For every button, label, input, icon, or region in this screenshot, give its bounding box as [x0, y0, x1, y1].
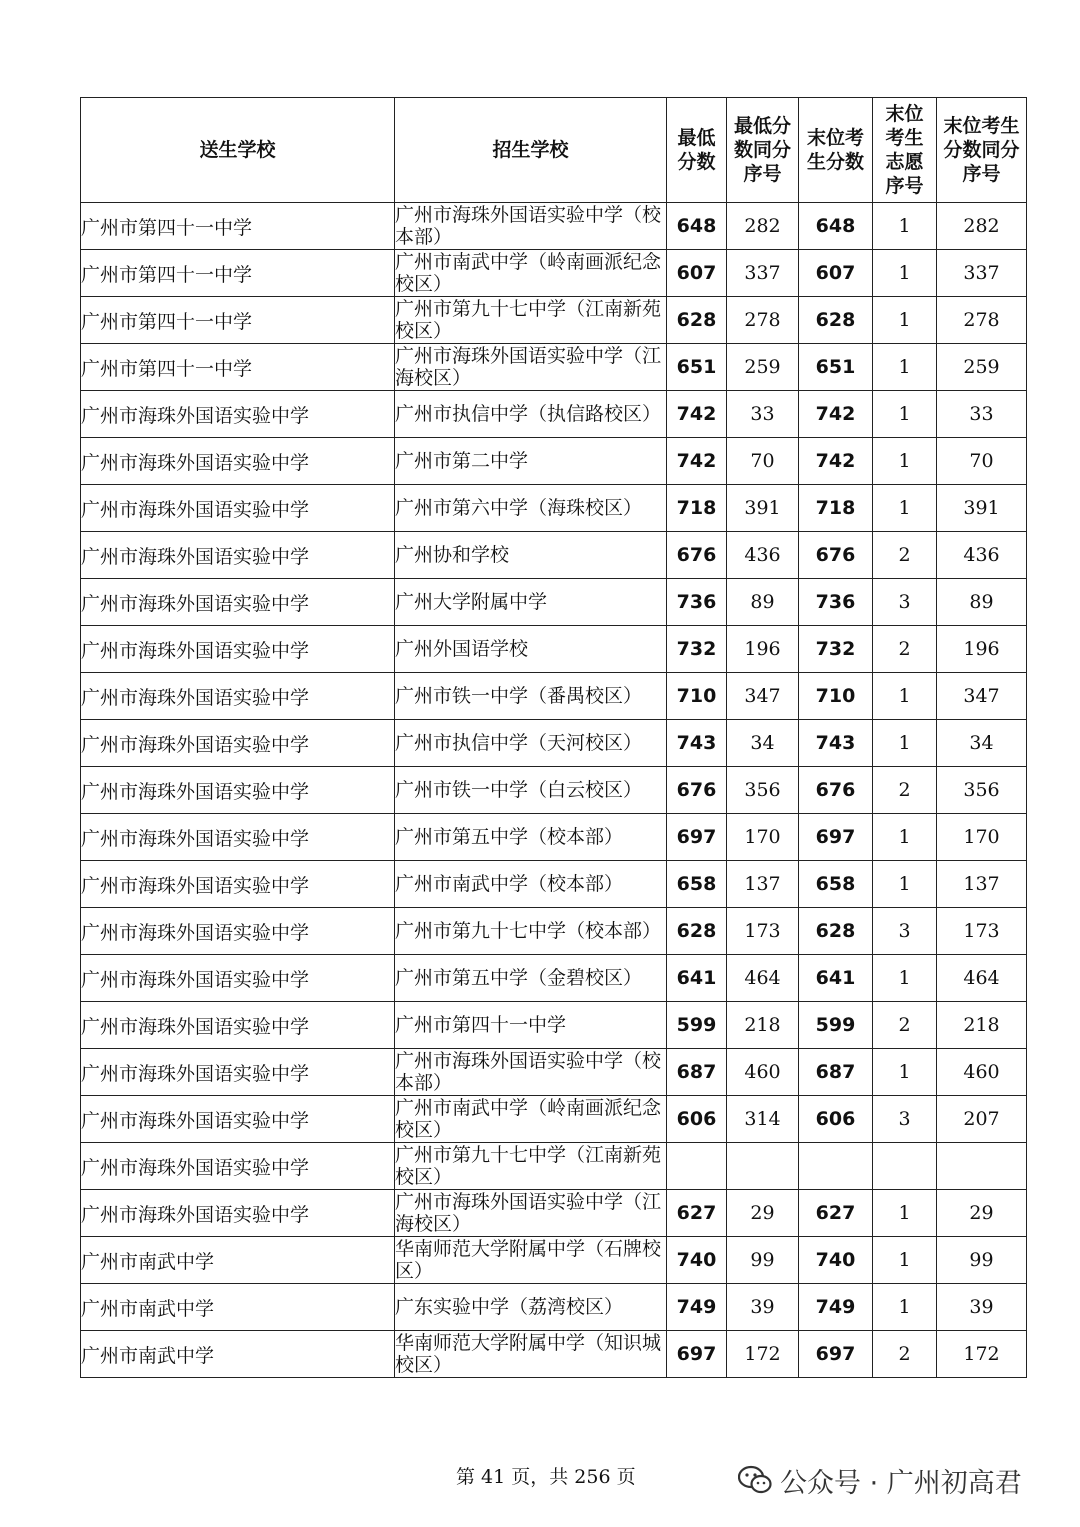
- cell-receiving-school: 广州市第六中学（海珠校区）: [395, 485, 667, 532]
- cell-receiving-school: 广州市第五中学（校本部）: [395, 814, 667, 861]
- cell-receiving-school: 广州市执信中学（天河校区）: [395, 720, 667, 767]
- cell-last-choice: 1: [873, 297, 937, 344]
- cell-min-score: 606: [667, 1096, 727, 1143]
- table-row: [81, 250, 1027, 297]
- cell-sender-school: 广州市第四十一中学: [81, 344, 395, 391]
- cell-min-score-rank: 347: [727, 673, 799, 720]
- cell-last-score: 651: [799, 344, 873, 391]
- table-row: [81, 1049, 1027, 1096]
- cell-sender-school: 广州市南武中学: [81, 1284, 395, 1331]
- cell-last-score: 676: [799, 532, 873, 579]
- cell-receiving-school: 广东实验中学（荔湾校区）: [395, 1284, 667, 1331]
- cell-last-score: 736: [799, 579, 873, 626]
- table-header-row: [81, 98, 1027, 203]
- cell-last-choice: 1: [873, 955, 937, 1002]
- cell-last-score: 606: [799, 1096, 873, 1143]
- cell-min-score: 628: [667, 297, 727, 344]
- cell-last-score: 742: [799, 391, 873, 438]
- cell-min-score-rank: 173: [727, 908, 799, 955]
- cell-last-choice: 2: [873, 626, 937, 673]
- cell-min-score: 697: [667, 814, 727, 861]
- cell-last-score-rank: 70: [937, 438, 1027, 485]
- cell-sender-school: 广州市海珠外国语实验中学: [81, 1143, 395, 1190]
- cell-last-score-rank: 464: [937, 955, 1027, 1002]
- cell-receiving-school: 广州市海珠外国语实验中学（校本部）: [395, 203, 667, 250]
- cell-min-score: 736: [667, 579, 727, 626]
- cell-last-score: 740: [799, 1237, 873, 1284]
- cell-last-choice: 2: [873, 1331, 937, 1378]
- cell-sender-school: 广州市海珠外国语实验中学: [81, 579, 395, 626]
- cell-min-score-rank: 282: [727, 203, 799, 250]
- cell-min-score-rank: 259: [727, 344, 799, 391]
- cell-last-score: 607: [799, 250, 873, 297]
- table-row: [81, 955, 1027, 1002]
- table-row: [81, 532, 1027, 579]
- cell-last-score-rank: 170: [937, 814, 1027, 861]
- cell-last-choice: 1: [873, 344, 937, 391]
- cell-sender-school: 广州市第四十一中学: [81, 297, 395, 344]
- cell-last-score-rank: 33: [937, 391, 1027, 438]
- cell-sender-school: 广州市海珠外国语实验中学: [81, 720, 395, 767]
- table-row: [81, 1331, 1027, 1378]
- cell-receiving-school: 广州市铁一中学（白云校区）: [395, 767, 667, 814]
- cell-last-score: 732: [799, 626, 873, 673]
- cell-last-choice: 3: [873, 579, 937, 626]
- cell-last-score: 658: [799, 861, 873, 908]
- table-row: [81, 579, 1027, 626]
- header-receiving-school: 招生学校: [395, 98, 667, 203]
- page-footer: [0, 1460, 1080, 1500]
- cell-sender-school: 广州市海珠外国语实验中学: [81, 861, 395, 908]
- cell-last-score: 648: [799, 203, 873, 250]
- cell-last-score-rank: 39: [937, 1284, 1027, 1331]
- cell-min-score: 732: [667, 626, 727, 673]
- cell-min-score-rank: [727, 1143, 799, 1190]
- cell-sender-school: 广州市南武中学: [81, 1331, 395, 1378]
- cell-last-score-rank: 196: [937, 626, 1027, 673]
- cell-min-score-rank: 137: [727, 861, 799, 908]
- table-row: [81, 1143, 1027, 1190]
- cell-last-score-rank: 99: [937, 1237, 1027, 1284]
- cell-receiving-school: 广州市第九十七中学（江南新苑校区）: [395, 1143, 667, 1190]
- cell-last-score-rank: 259: [937, 344, 1027, 391]
- cell-last-choice: 2: [873, 767, 937, 814]
- cell-sender-school: 广州市海珠外国语实验中学: [81, 1096, 395, 1143]
- cell-min-score: 599: [667, 1002, 727, 1049]
- cell-receiving-school: 广州市南武中学（校本部）: [395, 861, 667, 908]
- cell-min-score-rank: 70: [727, 438, 799, 485]
- cell-min-score: 742: [667, 438, 727, 485]
- cell-sender-school: 广州市第四十一中学: [81, 203, 395, 250]
- cell-receiving-school: 广州市铁一中学（番禺校区）: [395, 673, 667, 720]
- cell-sender-school: 广州市海珠外国语实验中学: [81, 814, 395, 861]
- cell-receiving-school: 广州协和学校: [395, 532, 667, 579]
- cell-last-choice: 1: [873, 1190, 937, 1237]
- cell-last-score-rank: [937, 1143, 1027, 1190]
- table-row: [81, 1096, 1027, 1143]
- table-row: [81, 485, 1027, 532]
- cell-min-score: 628: [667, 908, 727, 955]
- wechat-icon: [738, 1465, 772, 1495]
- cell-last-score: 687: [799, 1049, 873, 1096]
- cell-last-choice: 1: [873, 1049, 937, 1096]
- cell-last-score-rank: 34: [937, 720, 1027, 767]
- page-number: 第 41 页，共 256 页: [456, 1466, 636, 1488]
- table-row: [81, 861, 1027, 908]
- cell-last-score: 742: [799, 438, 873, 485]
- cell-min-score: 627: [667, 1190, 727, 1237]
- cell-min-score-rank: 89: [727, 579, 799, 626]
- cell-last-score: 697: [799, 1331, 873, 1378]
- cell-last-score-rank: 356: [937, 767, 1027, 814]
- cell-min-score: 687: [667, 1049, 727, 1096]
- cell-receiving-school: 华南师范大学附属中学（知识城校区）: [395, 1331, 667, 1378]
- table-row: [81, 203, 1027, 250]
- cell-last-score: 676: [799, 767, 873, 814]
- cell-last-score-rank: 436: [937, 532, 1027, 579]
- cell-last-choice: 2: [873, 1002, 937, 1049]
- cell-last-score-rank: 172: [937, 1331, 1027, 1378]
- table-row: [81, 344, 1027, 391]
- cell-min-score-rank: 170: [727, 814, 799, 861]
- cell-min-score-rank: 356: [727, 767, 799, 814]
- cell-sender-school: 广州市海珠外国语实验中学: [81, 438, 395, 485]
- cell-last-choice: 3: [873, 1096, 937, 1143]
- header-min-score: 最低 分数: [667, 98, 727, 203]
- cell-sender-school: 广州市海珠外国语实验中学: [81, 1190, 395, 1237]
- cell-last-score: 749: [799, 1284, 873, 1331]
- cell-min-score-rank: 460: [727, 1049, 799, 1096]
- cell-last-score-rank: 173: [937, 908, 1027, 955]
- cell-last-score: 710: [799, 673, 873, 720]
- header-last-choice: 末位 考生 志愿 序号: [873, 98, 937, 203]
- cell-sender-school: 广州市海珠外国语实验中学: [81, 485, 395, 532]
- table-row: [81, 1284, 1027, 1331]
- cell-min-score: 697: [667, 1331, 727, 1378]
- cell-last-choice: [873, 1143, 937, 1190]
- table-row: [81, 297, 1027, 344]
- cell-last-score: 628: [799, 908, 873, 955]
- cell-min-score: 710: [667, 673, 727, 720]
- cell-last-score-rank: 207: [937, 1096, 1027, 1143]
- cell-last-choice: 3: [873, 908, 937, 955]
- cell-last-score: 599: [799, 1002, 873, 1049]
- cell-last-score: 628: [799, 297, 873, 344]
- table-row: [81, 626, 1027, 673]
- cell-min-score: [667, 1143, 727, 1190]
- cell-last-choice: 1: [873, 391, 937, 438]
- cell-last-score: 627: [799, 1190, 873, 1237]
- cell-receiving-school: 广州市执信中学（执信路校区）: [395, 391, 667, 438]
- cell-last-score-rank: 278: [937, 297, 1027, 344]
- cell-sender-school: 广州市海珠外国语实验中学: [81, 673, 395, 720]
- cell-min-score-rank: 34: [727, 720, 799, 767]
- cell-receiving-school: 广州市第四十一中学: [395, 1002, 667, 1049]
- cell-receiving-school: 广州市南武中学（岭南画派纪念校区）: [395, 250, 667, 297]
- admission-table: [80, 97, 1027, 1378]
- cell-last-score: 743: [799, 720, 873, 767]
- table-row: [81, 767, 1027, 814]
- table-body: [81, 203, 1027, 1378]
- table-row: [81, 1190, 1027, 1237]
- cell-last-choice: 1: [873, 438, 937, 485]
- cell-last-choice: 1: [873, 673, 937, 720]
- cell-last-score: 697: [799, 814, 873, 861]
- cell-min-score: 740: [667, 1237, 727, 1284]
- cell-receiving-school: 广州外国语学校: [395, 626, 667, 673]
- cell-sender-school: 广州市海珠外国语实验中学: [81, 532, 395, 579]
- cell-last-choice: 1: [873, 203, 937, 250]
- table-row: [81, 438, 1027, 485]
- cell-min-score: 742: [667, 391, 727, 438]
- cell-min-score-rank: 218: [727, 1002, 799, 1049]
- cell-last-choice: 1: [873, 485, 937, 532]
- table-row: [81, 814, 1027, 861]
- cell-sender-school: 广州市南武中学: [81, 1237, 395, 1284]
- cell-min-score: 658: [667, 861, 727, 908]
- cell-last-score: 641: [799, 955, 873, 1002]
- cell-min-score: 749: [667, 1284, 727, 1331]
- cell-min-score-rank: 29: [727, 1190, 799, 1237]
- cell-receiving-school: 广州大学附属中学: [395, 579, 667, 626]
- cell-min-score-rank: 314: [727, 1096, 799, 1143]
- cell-min-score-rank: 436: [727, 532, 799, 579]
- table-row: [81, 908, 1027, 955]
- table-row: [81, 720, 1027, 767]
- table-row: [81, 391, 1027, 438]
- cell-min-score: 718: [667, 485, 727, 532]
- cell-min-score-rank: 33: [727, 391, 799, 438]
- cell-receiving-school: 广州市第二中学: [395, 438, 667, 485]
- cell-min-score-rank: 39: [727, 1284, 799, 1331]
- table-row: [81, 1002, 1027, 1049]
- header-last-score-rank: 末位考生 分数同分 序号: [937, 98, 1027, 203]
- cell-last-choice: 1: [873, 250, 937, 297]
- cell-receiving-school: 广州市海珠外国语实验中学（江海校区）: [395, 1190, 667, 1237]
- cell-min-score: 676: [667, 767, 727, 814]
- table-row: [81, 673, 1027, 720]
- cell-min-score: 641: [667, 955, 727, 1002]
- cell-last-score-rank: 89: [937, 579, 1027, 626]
- cell-receiving-school: 广州市海珠外国语实验中学（江海校区）: [395, 344, 667, 391]
- cell-min-score-rank: 196: [727, 626, 799, 673]
- cell-last-choice: 1: [873, 1284, 937, 1331]
- cell-sender-school: 广州市海珠外国语实验中学: [81, 955, 395, 1002]
- cell-sender-school: 广州市海珠外国语实验中学: [81, 908, 395, 955]
- cell-sender-school: 广州市海珠外国语实验中学: [81, 391, 395, 438]
- header-min-score-rank: 最低分 数同分 序号: [727, 98, 799, 203]
- cell-sender-school: 广州市海珠外国语实验中学: [81, 1002, 395, 1049]
- cell-receiving-school: 华南师范大学附属中学（石牌校区）: [395, 1237, 667, 1284]
- cell-last-choice: 1: [873, 861, 937, 908]
- cell-last-score-rank: 460: [937, 1049, 1027, 1096]
- cell-last-choice: 1: [873, 814, 937, 861]
- cell-min-score-rank: 99: [727, 1237, 799, 1284]
- table-row: [81, 1237, 1027, 1284]
- cell-last-choice: 2: [873, 532, 937, 579]
- cell-min-score-rank: 337: [727, 250, 799, 297]
- cell-min-score-rank: 391: [727, 485, 799, 532]
- cell-min-score-rank: 172: [727, 1331, 799, 1378]
- cell-sender-school: 广州市海珠外国语实验中学: [81, 626, 395, 673]
- cell-last-score-rank: 391: [937, 485, 1027, 532]
- cell-receiving-school: 广州市第九十七中学（校本部）: [395, 908, 667, 955]
- cell-receiving-school: 广州市南武中学（岭南画派纪念校区）: [395, 1096, 667, 1143]
- cell-min-score: 676: [667, 532, 727, 579]
- cell-min-score-rank: 278: [727, 297, 799, 344]
- cell-receiving-school: 广州市第九十七中学（江南新苑校区）: [395, 297, 667, 344]
- cell-min-score-rank: 464: [727, 955, 799, 1002]
- cell-receiving-school: 广州市海珠外国语实验中学（校本部）: [395, 1049, 667, 1096]
- cell-min-score: 651: [667, 344, 727, 391]
- cell-min-score: 743: [667, 720, 727, 767]
- cell-last-score: 718: [799, 485, 873, 532]
- cell-last-choice: 1: [873, 1237, 937, 1284]
- cell-last-score: [799, 1143, 873, 1190]
- watermark-text: 公众号 · 广州初高君: [780, 1467, 1022, 1499]
- cell-min-score: 607: [667, 250, 727, 297]
- cell-last-score-rank: 29: [937, 1190, 1027, 1237]
- cell-sender-school: 广州市海珠外国语实验中学: [81, 1049, 395, 1096]
- cell-last-score-rank: 347: [937, 673, 1027, 720]
- header-last-score: 末位考 生分数: [799, 98, 873, 203]
- cell-last-score-rank: 218: [937, 1002, 1027, 1049]
- cell-last-score-rank: 337: [937, 250, 1027, 297]
- cell-last-choice: 1: [873, 720, 937, 767]
- header-sender-school: 送生学校: [81, 98, 395, 203]
- cell-sender-school: 广州市第四十一中学: [81, 250, 395, 297]
- cell-last-score-rank: 282: [937, 203, 1027, 250]
- cell-min-score: 648: [667, 203, 727, 250]
- watermark: [738, 1460, 1022, 1500]
- cell-receiving-school: 广州市第五中学（金碧校区）: [395, 955, 667, 1002]
- cell-sender-school: 广州市海珠外国语实验中学: [81, 767, 395, 814]
- cell-last-score-rank: 137: [937, 861, 1027, 908]
